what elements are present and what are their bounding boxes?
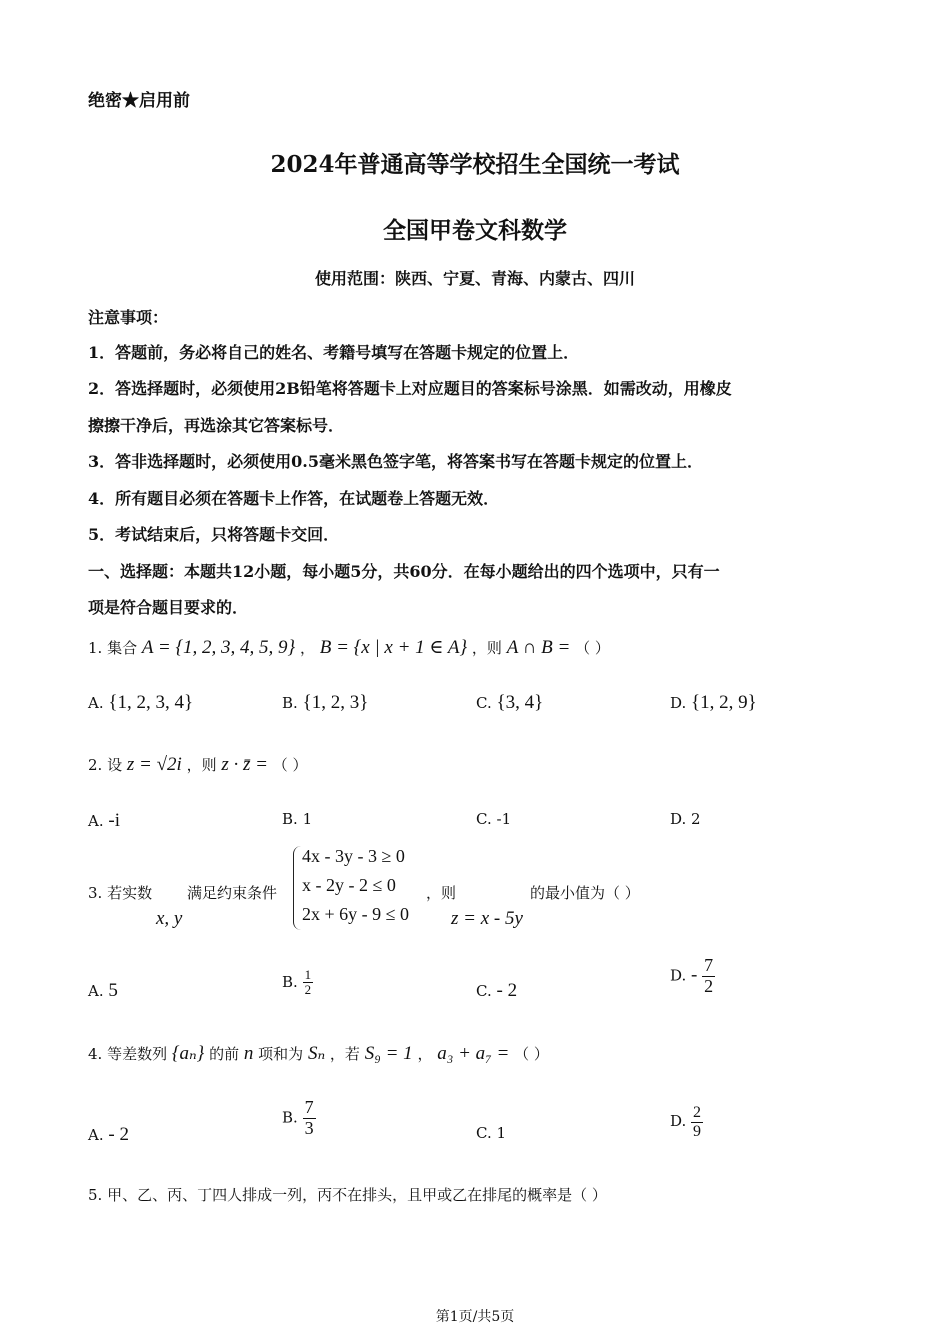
constraint-2: x - 2y - 2 ≤ 0 bbox=[302, 875, 396, 895]
constraint-system bbox=[293, 846, 424, 930]
set-b: B = {x | x + 1 ∈ A} bbox=[319, 637, 468, 658]
q4-option-b[interactable]: B. $\frac{7}{3}$ bbox=[282, 1097, 314, 1138]
then-word: ，则 bbox=[186, 756, 217, 774]
sum-expr: a₃ + a₇ = bbox=[437, 1043, 510, 1064]
question-1 bbox=[88, 636, 610, 659]
q2-option-b[interactable]: B. 1 bbox=[282, 810, 313, 828]
separator: ， bbox=[417, 1045, 433, 1063]
q4-text: ，若 bbox=[329, 1045, 360, 1063]
q4-option-c[interactable]: C. 1 bbox=[476, 1124, 507, 1142]
sequence: {aₙ} bbox=[171, 1043, 205, 1064]
answer-paren: （ ） bbox=[575, 639, 610, 657]
q3-option-b[interactable]: B. $\frac{1}{2}$ bbox=[282, 967, 312, 998]
sn-var: Sₙ bbox=[307, 1043, 326, 1064]
q2-option-c[interactable]: C. -1 bbox=[476, 810, 512, 828]
notice-item: 4．所有题目必须在答题卡上作答，在试题卷上答题无效． bbox=[88, 489, 500, 508]
intersection-expr: A ∩ B = bbox=[506, 637, 571, 658]
notice-item: 2．答选择题时，必须使用2B铅笔将答题卡上对应题目的答案标号涂黑．如需改动，用橡皮 bbox=[88, 379, 732, 398]
z-definition: z = √2i bbox=[126, 754, 182, 775]
question-prefix: 2. 设 bbox=[88, 756, 123, 774]
set-a: A = {1, 2, 3, 4, 5, 9} bbox=[141, 637, 296, 658]
n-var: n bbox=[243, 1043, 254, 1064]
q4-option-d[interactable]: D. $\frac{2}{9}$ bbox=[670, 1104, 702, 1140]
question-prefix: 1. 集合 bbox=[88, 639, 138, 657]
q4-text: 项和为 bbox=[258, 1045, 304, 1063]
then-word: ，则 bbox=[471, 639, 502, 657]
exam-title: 2024年普通高等学校招生全国统一考试 bbox=[270, 151, 680, 178]
answer-paren: （ ） bbox=[272, 756, 308, 774]
question-2 bbox=[88, 754, 308, 776]
notice-item: 1．答题前，务必将自己的姓名、考籍号填写在答题卡规定的位置上． bbox=[88, 343, 580, 362]
notice-heading: 注意事项： bbox=[88, 308, 169, 327]
q3-vars: x, y bbox=[156, 908, 183, 929]
section-heading: 一、选择题：本题共12小题，每小题5分，共60分．在每小题给出的四个选项中，只有一 bbox=[88, 562, 720, 581]
q1-option-a[interactable]: A. {1, 2, 3, 4} bbox=[88, 692, 194, 713]
q3-then: ，则 bbox=[426, 884, 457, 902]
secret-label: 绝密★启用前 bbox=[88, 91, 190, 111]
s9-condition: S₉ = 1 bbox=[364, 1043, 413, 1064]
q3-mid: 满足约束条件 bbox=[187, 884, 278, 902]
separator: ， bbox=[299, 639, 315, 657]
exam-subtitle: 全国甲卷文科数学 bbox=[383, 217, 567, 244]
question-4 bbox=[88, 1042, 549, 1065]
q1-option-b[interactable]: B. {1, 2, 3} bbox=[282, 692, 369, 713]
q3-option-d[interactable]: D. - $\frac{7}{2}$ bbox=[670, 955, 714, 996]
page-number: 第1页/共5页 bbox=[435, 1309, 515, 1325]
q4-text: 的前 bbox=[209, 1045, 240, 1063]
z-product-expr: z · z̄ = bbox=[221, 754, 268, 775]
q1-option-c[interactable]: C. {3, 4} bbox=[476, 692, 544, 713]
q3-tail: 的最小值为（ ） bbox=[530, 884, 640, 902]
question-prefix: 4. 等差数列 bbox=[88, 1045, 168, 1063]
usage-scope: 使用范围：陕西、宁夏、青海、内蒙古、四川 bbox=[314, 269, 635, 288]
q3-objective: z = x - 5y bbox=[451, 908, 523, 929]
q1-option-d[interactable]: D. {1, 2, 9} bbox=[670, 692, 757, 713]
constraint-3: 2x + 6y - 9 ≤ 0 bbox=[302, 904, 410, 924]
constraint-1: 4x - 3y - 3 ≥ 0 bbox=[302, 846, 405, 866]
notice-item: 5．考试结束后，只将答题卡交回． bbox=[88, 525, 340, 544]
q2-option-d[interactable]: D. 2 bbox=[670, 810, 701, 828]
q3-prefix: 3. 若实数 bbox=[88, 884, 153, 902]
q4-option-a[interactable]: A. - 2 bbox=[88, 1124, 129, 1145]
q3-option-c[interactable]: C. - 2 bbox=[476, 980, 518, 1001]
q2-option-a[interactable]: A. -i bbox=[88, 810, 120, 831]
question-5: 5. 甲、乙、丙、丁四人排成一列，丙不在排头，且甲或乙在排尾的概率是（ ） bbox=[88, 1186, 607, 1204]
notice-item: 擦擦干净后，再选涂其它答案标号． bbox=[88, 416, 345, 435]
q3-option-a[interactable]: A. 5 bbox=[88, 980, 118, 1001]
answer-paren: （ ） bbox=[514, 1045, 549, 1063]
notice-item: 3．答非选择题时，必须使用0.5毫米黑色签字笔，将答案书写在答题卡规定的位置上． bbox=[88, 452, 703, 471]
section-heading-cont: 项是符合题目要求的． bbox=[88, 598, 249, 617]
